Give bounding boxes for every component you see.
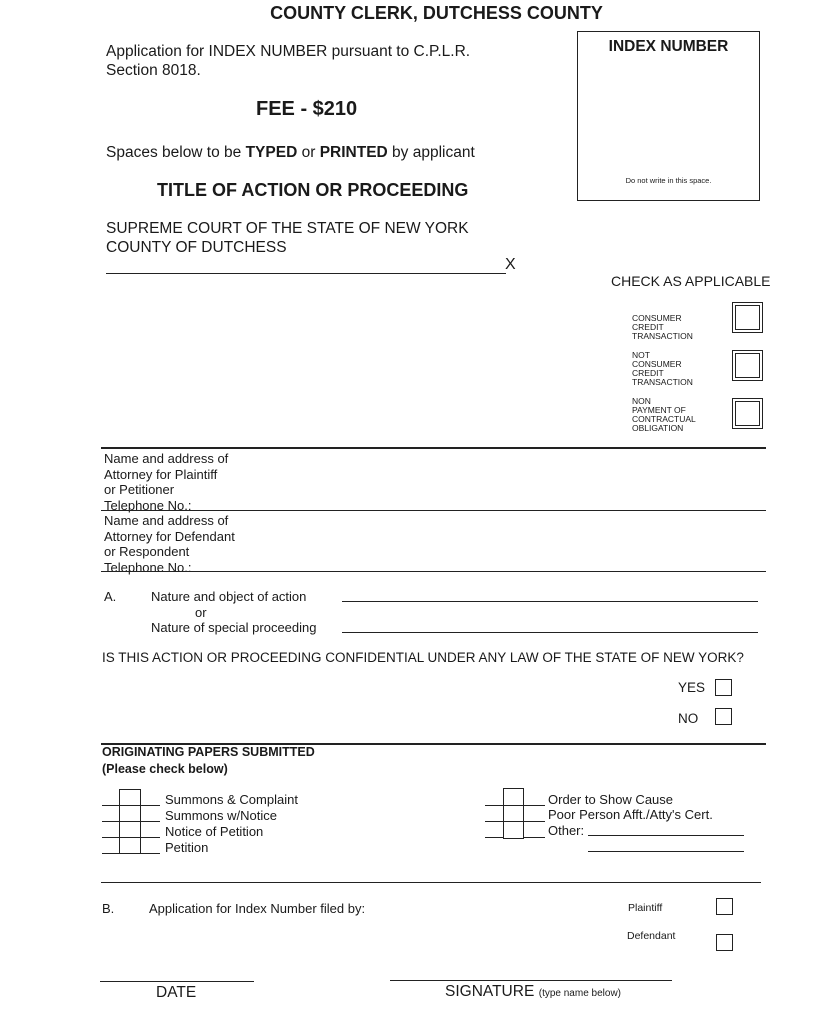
- label-line: CREDIT: [632, 368, 664, 378]
- no-checkbox[interactable]: [715, 708, 732, 725]
- filed-by-defendant-checkbox[interactable]: [716, 934, 733, 951]
- yes-label: YES: [678, 680, 706, 695]
- spaces-printed: PRINTED: [319, 144, 388, 161]
- label-line: NOT: [632, 350, 650, 360]
- poor-person-label: Poor Person Afft./Atty's Cert.: [548, 807, 713, 822]
- page-title: COUNTY CLERK, DUTCHESS COUNTY: [270, 3, 603, 23]
- label-line: Name and address of: [104, 513, 229, 528]
- spaces-instruction: [106, 144, 475, 162]
- label-line: PAYMENT OF: [632, 405, 686, 415]
- label-line: NON: [632, 396, 651, 406]
- defendant-label: Defendant: [627, 930, 676, 942]
- summons-notice-checkbox[interactable]: [119, 805, 141, 822]
- defendant-telephone-label: Telephone No.:: [104, 559, 192, 575]
- do-not-write-note: Do not write in this space.: [625, 176, 712, 185]
- label-line: CONSUMER: [632, 313, 682, 323]
- other-label: Other:: [548, 823, 585, 838]
- yes-checkbox[interactable]: [715, 679, 732, 696]
- confidential-question: IS THIS ACTION OR PROCEEDING CONFIDENTIAL UNDER ANY LAW OF THE STATE OF NEW YORK?: [102, 650, 744, 665]
- section-divider: [101, 882, 761, 883]
- application-line-1: Application for INDEX NUMBER pursuant to C.P.L.R.: [106, 43, 471, 60]
- signature-note: (type name below): [538, 988, 621, 999]
- spaces-post: by applicant: [387, 144, 475, 161]
- title-of-action-heading: TITLE OF ACTION OR PROCEEDING: [157, 180, 469, 200]
- petition-checkbox[interactable]: [119, 837, 141, 854]
- or-label: or: [195, 605, 207, 620]
- plaintiff-label: Plaintiff: [628, 902, 663, 914]
- poor-person-checkbox[interactable]: [503, 805, 524, 822]
- no-label: NO: [678, 711, 699, 726]
- other-field[interactable]: [588, 835, 744, 836]
- plaintiff-telephone-label: Telephone No.:: [104, 497, 192, 513]
- consumer-credit-label: [632, 314, 693, 341]
- non-payment-checkbox[interactable]: [732, 398, 763, 429]
- consumer-credit-checkbox[interactable]: [732, 302, 763, 333]
- application-line-2: Section 8018.: [106, 62, 201, 79]
- court-line-1: SUPREME COURT OF THE STATE OF NEW YORK: [106, 220, 469, 237]
- signature-block: [445, 983, 621, 1001]
- summons-complaint-label: Summons & Complaint: [165, 792, 298, 807]
- section-b-text: Application for Index Number filed by:: [149, 901, 366, 916]
- index-number-box: [577, 31, 760, 201]
- notice-petition-checkbox[interactable]: [119, 821, 141, 838]
- other-checkbox[interactable]: [503, 821, 524, 839]
- section-a-letter: A.: [104, 589, 117, 604]
- fee-label: FEE - $210: [256, 98, 358, 120]
- caption-line[interactable]: [106, 273, 506, 274]
- plaintiff-attorney-line[interactable]: [101, 510, 766, 511]
- index-number-label: INDEX NUMBER: [608, 38, 729, 55]
- label-line: CREDIT: [632, 322, 664, 332]
- defendant-attorney-block: [104, 513, 235, 575]
- section-b-letter: B.: [102, 901, 115, 916]
- petition-label: Petition: [165, 840, 209, 855]
- order-show-cause-checkbox[interactable]: [503, 788, 524, 806]
- court-line-2: COUNTY OF DUTCHESS: [106, 239, 287, 256]
- label-line: Name and address of: [104, 451, 229, 466]
- caption-x: X: [505, 256, 516, 273]
- filed-by-plaintiff-checkbox[interactable]: [716, 898, 733, 915]
- non-payment-label: [632, 397, 696, 433]
- label-line: CONSUMER: [632, 359, 682, 369]
- spaces-typed: TYPED: [245, 144, 298, 161]
- defendant-attorney-line[interactable]: [101, 571, 766, 572]
- originating-heading: ORIGINATING PAPERS SUBMITTED: [102, 745, 315, 759]
- label-line: or Petitioner: [104, 482, 175, 497]
- nature-special-label: Nature of special proceeding: [151, 620, 317, 635]
- date-label: DATE: [156, 984, 197, 1001]
- not-consumer-credit-label: [632, 351, 693, 387]
- label-line: or Respondent: [104, 544, 190, 559]
- label-line: Attorney for Defendant: [104, 528, 235, 544]
- label-line: TRANSACTION: [632, 331, 693, 341]
- label-line: Attorney for Plaintiff: [104, 466, 218, 482]
- nature-special-field[interactable]: [342, 632, 758, 633]
- not-consumer-credit-checkbox[interactable]: [732, 350, 763, 381]
- summons-notice-label: Summons w/Notice: [165, 808, 277, 823]
- originating-subheading: (Please check below): [102, 762, 228, 776]
- date-line[interactable]: [100, 981, 254, 982]
- notice-petition-label: Notice of Petition: [165, 824, 264, 839]
- section-divider: [101, 447, 766, 449]
- label-line: OBLIGATION: [632, 423, 684, 433]
- label-line: TRANSACTION: [632, 377, 693, 387]
- nature-action-field[interactable]: [342, 601, 758, 602]
- signature-line[interactable]: [390, 980, 672, 981]
- spaces-pre: Spaces below to be: [106, 144, 246, 161]
- plaintiff-attorney-block: [104, 451, 228, 513]
- order-show-cause-label: Order to Show Cause: [548, 792, 674, 807]
- label-line: CONTRACTUAL: [632, 414, 696, 424]
- check-applicable-heading: CHECK AS APPLICABLE: [611, 273, 771, 289]
- spaces-or: or: [297, 144, 320, 161]
- signature-label: SIGNATURE: [445, 983, 535, 1000]
- other-field-second[interactable]: [588, 851, 744, 852]
- summons-complaint-checkbox[interactable]: [119, 789, 141, 806]
- nature-action-label: Nature and object of action: [151, 589, 307, 604]
